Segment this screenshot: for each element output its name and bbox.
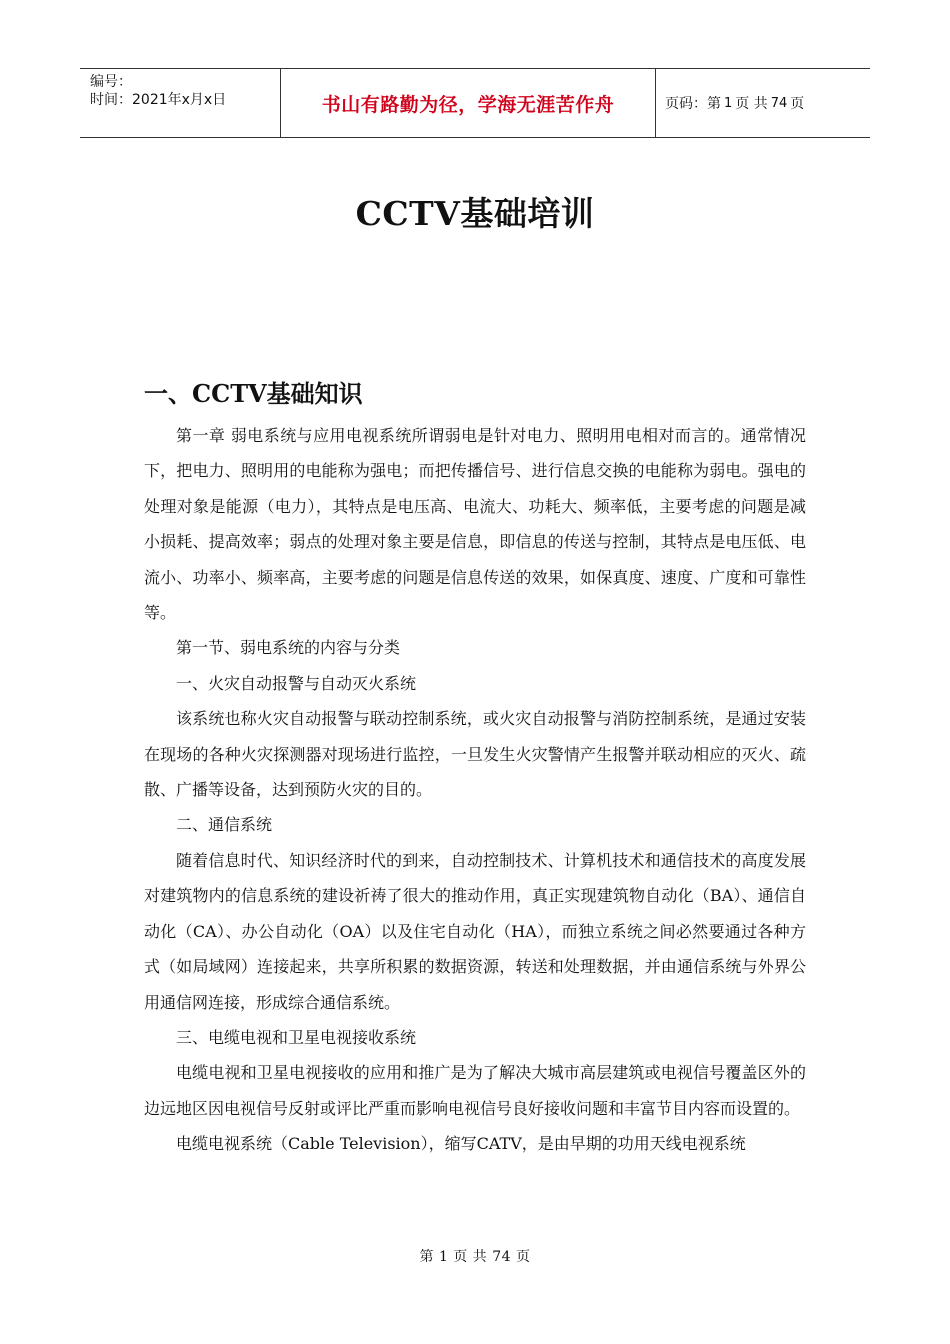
header-meta <box>80 69 280 137</box>
page-total: 74 <box>770 95 788 111</box>
page-current: 1 <box>724 95 733 111</box>
paragraph: 一、火灾自动报警与自动灭火系统 <box>176 673 417 693</box>
paragraph: 随着信息时代、知识经济时代的到来，自动控制技术、计算机技术和通信技术的高度发展对建筑物内的信息系统的建设祈祷了很大的推动作用，真正实现建筑物自动化（BA）、通信自动化（CA）、办公自动化（OA）以及住宅自动化（HA），而独立系统之间必然要通过各种方式（如局域网）连接起来，共享所积累的数据资源，转送和处理数据，并由通信系统与外界公用通信网连接，形成综合通信系统。 <box>144 850 806 1012</box>
paragraph: 电缆电视系统（Cable Television），缩写CATV，是由早期的功用天线电视系统 <box>176 1134 746 1154</box>
page-label-prefix: 页码：第 <box>665 96 721 112</box>
document-number-label: 编号： <box>90 74 132 90</box>
header-page-info <box>655 69 870 137</box>
header-motto: 书山有路勤为径，学海无涯苦作舟 <box>321 93 615 116</box>
paragraph: 电缆电视和卫星电视接收的应用和推广是为了解决大城市高层建筑或电视信号覆盖区外的边远地区因电视信号反射或评比严重而影响电视信号良好接收问题和丰富节目内容而设置的。 <box>144 1063 806 1118</box>
paragraph: 三、电缆电视和卫星电视接收系统 <box>176 1027 417 1047</box>
paragraph: 二、通信系统 <box>176 815 273 835</box>
header-motto-cell <box>280 69 656 137</box>
section-heading: 一、CCTV基础知识 <box>144 379 363 408</box>
page-footer: 第 1 页 共 74 页 <box>419 1249 531 1265</box>
paragraph: 第一节、弱电系统的内容与分类 <box>176 638 401 658</box>
document-title: CCTV基础培训 <box>355 194 595 233</box>
paragraph: 第一章 弱电系统与应用电视系统所谓弱电是针对电力、照明用电相对而言的。通常情况下，把电力、照明用的电能称为强电；而把传播信号、进行信息交换的电能称为弱电。强电的处理对象是能源（电力），其特点是电压高、电流大、功耗大、频率低，主要考虑的问题是减小损耗、提高效率；弱点的处理对象主要是信息，即信息的传送与控制，其特点是电压低、电流小、功率小、频率高，主要考虑的问题是信息传送的效果，如保真度、速度、广度和可靠性等。 <box>144 426 806 623</box>
page-label-suffix: 页 <box>790 96 805 112</box>
document-body <box>144 418 806 1162</box>
document-time-label: 时间：2021年x月x日 <box>90 92 227 108</box>
page-label-mid: 页 共 <box>735 96 768 112</box>
header-table <box>80 68 870 138</box>
paragraph: 该系统也称火灾自动报警与联动控制系统，或火灾自动报警与消防控制系统，是通过安装在现场的各种火灾探测器对现场进行监控，一旦发生火灾警情产生报警并联动相应的灭火、疏散、广播等设备，达到预防火灾的目的。 <box>144 709 806 800</box>
